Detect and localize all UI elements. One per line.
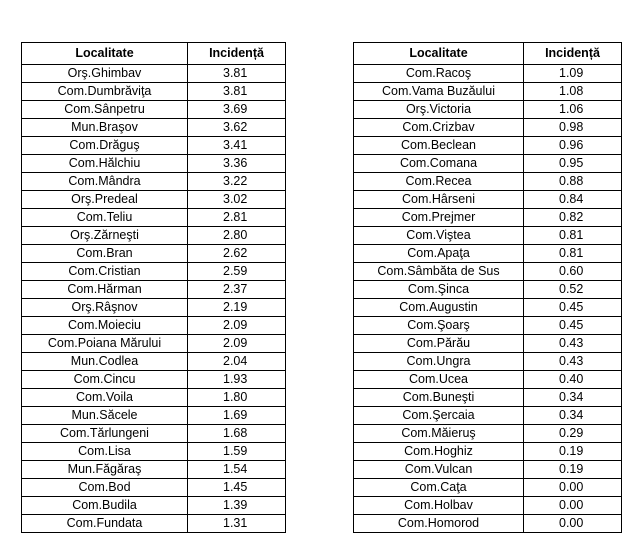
locality-cell: Orş.Râşnov (22, 299, 188, 317)
table-row (354, 461, 622, 479)
incidence-cell: 0.43 (524, 335, 622, 353)
table-row (22, 281, 286, 299)
incidence-cell: 0.81 (524, 245, 622, 263)
locality-cell: Com.Holbav (354, 497, 524, 515)
table-row (354, 425, 622, 443)
incidence-cell: 1.06 (524, 101, 622, 119)
table-row (22, 389, 286, 407)
incidence-cell: 0.96 (524, 137, 622, 155)
incidence-cell: 3.41 (188, 137, 286, 155)
locality-cell: Com.Buneşti (354, 389, 524, 407)
table-row (354, 281, 622, 299)
table-row (22, 497, 286, 515)
table-row (22, 119, 286, 137)
locality-cell: Mun.Braşov (22, 119, 188, 137)
incidence-cell: 0.43 (524, 353, 622, 371)
incidence-cell: 3.69 (188, 101, 286, 119)
table-row (22, 353, 286, 371)
locality-cell: Com.Cristian (22, 263, 188, 281)
locality-cell: Orş.Predeal (22, 191, 188, 209)
table-row (354, 407, 622, 425)
locality-cell: Com.Beclean (354, 137, 524, 155)
table-row (22, 461, 286, 479)
incidence-cell: 1.69 (188, 407, 286, 425)
table-row (354, 119, 622, 137)
table-row (354, 389, 622, 407)
incidence-cell: 0.00 (524, 479, 622, 497)
incidence-cell: 0.00 (524, 515, 622, 533)
incidence-cell: 2.37 (188, 281, 286, 299)
locality-cell: Com.Crizbav (354, 119, 524, 137)
locality-cell: Com.Homorod (354, 515, 524, 533)
table-header-row (22, 43, 286, 65)
incidence-cell: 1.59 (188, 443, 286, 461)
table-row (22, 83, 286, 101)
incidence-cell: 0.45 (524, 317, 622, 335)
table-row (22, 245, 286, 263)
locality-cell: Mun.Codlea (22, 353, 188, 371)
locality-cell: Com.Dumbrăviţa (22, 83, 188, 101)
table-row (354, 83, 622, 101)
locality-cell: Orş.Ghimbav (22, 65, 188, 83)
locality-cell: Com.Mândra (22, 173, 188, 191)
table-row (354, 101, 622, 119)
incidence-cell: 0.19 (524, 461, 622, 479)
locality-cell: Com.Racoş (354, 65, 524, 83)
column-header-incidence: Incidență (188, 43, 286, 65)
incidence-cell: 0.84 (524, 191, 622, 209)
table-row (354, 353, 622, 371)
incidence-cell: 2.04 (188, 353, 286, 371)
table-row (22, 443, 286, 461)
column-header-locality: Localitate (22, 43, 188, 65)
locality-cell: Com.Şercaia (354, 407, 524, 425)
table-body (22, 65, 286, 533)
locality-cell: Com.Şinca (354, 281, 524, 299)
incidence-cell: 1.08 (524, 83, 622, 101)
incidence-cell: 2.09 (188, 335, 286, 353)
incidence-cell: 0.88 (524, 173, 622, 191)
incidence-cell: 0.95 (524, 155, 622, 173)
locality-cell: Com.Recea (354, 173, 524, 191)
table-row (354, 317, 622, 335)
table-row (22, 317, 286, 335)
incidence-cell: 3.81 (188, 83, 286, 101)
incidence-cell: 2.80 (188, 227, 286, 245)
incidence-cell: 0.52 (524, 281, 622, 299)
table-row (22, 299, 286, 317)
table-row (22, 209, 286, 227)
table-row (354, 191, 622, 209)
locality-cell: Com.Voila (22, 389, 188, 407)
incidence-cell: 0.45 (524, 299, 622, 317)
locality-cell: Com.Tărlungeni (22, 425, 188, 443)
table-row (22, 515, 286, 533)
locality-cell: Com.Poiana Mărului (22, 335, 188, 353)
incidence-cell: 2.59 (188, 263, 286, 281)
table-row (354, 335, 622, 353)
locality-cell: Mun.Săcele (22, 407, 188, 425)
table-row (354, 209, 622, 227)
incidence-cell: 1.39 (188, 497, 286, 515)
incidence-cell: 3.62 (188, 119, 286, 137)
locality-cell: Com.Sânpetru (22, 101, 188, 119)
locality-cell: Com.Măieruş (354, 425, 524, 443)
incidence-cell: 0.34 (524, 407, 622, 425)
locality-cell: Com.Caţa (354, 479, 524, 497)
incidence-cell: 3.36 (188, 155, 286, 173)
locality-cell: Com.Viştea (354, 227, 524, 245)
locality-cell: Com.Teliu (22, 209, 188, 227)
table-row (354, 245, 622, 263)
locality-cell: Com.Părău (354, 335, 524, 353)
incidence-cell: 0.98 (524, 119, 622, 137)
incidence-cell: 1.09 (524, 65, 622, 83)
table-row (354, 443, 622, 461)
incidence-cell: 2.19 (188, 299, 286, 317)
table-row (22, 173, 286, 191)
locality-cell: Com.Prejmer (354, 209, 524, 227)
column-header-incidence: Incidență (524, 43, 622, 65)
table-row (354, 263, 622, 281)
locality-cell: Com.Sâmbăta de Sus (354, 263, 524, 281)
table-row (354, 479, 622, 497)
table-row (354, 515, 622, 533)
locality-cell: Orş.Zărneşti (22, 227, 188, 245)
locality-cell: Com.Vulcan (354, 461, 524, 479)
table-row (354, 299, 622, 317)
table-row (354, 497, 622, 515)
incidence-cell: 0.82 (524, 209, 622, 227)
incidence-cell: 0.40 (524, 371, 622, 389)
locality-cell: Com.Budila (22, 497, 188, 515)
incidence-cell: 3.81 (188, 65, 286, 83)
table-body (354, 65, 622, 533)
table-row (22, 335, 286, 353)
table-row (22, 425, 286, 443)
locality-cell: Com.Drăguş (22, 137, 188, 155)
table-row (22, 191, 286, 209)
table-row (22, 227, 286, 245)
table-row (354, 227, 622, 245)
table-row (354, 155, 622, 173)
incidence-cell: 3.22 (188, 173, 286, 191)
locality-cell: Com.Şoarş (354, 317, 524, 335)
incidence-cell: 2.81 (188, 209, 286, 227)
column-header-locality: Localitate (354, 43, 524, 65)
table-header-row (354, 43, 622, 65)
incidence-cell: 1.54 (188, 461, 286, 479)
incidence-cell: 2.09 (188, 317, 286, 335)
table-row (22, 479, 286, 497)
locality-cell: Com.Hoghiz (354, 443, 524, 461)
locality-cell: Com.Augustin (354, 299, 524, 317)
locality-cell: Mun.Făgăraş (22, 461, 188, 479)
incidence-table-right (353, 42, 622, 533)
incidence-cell: 1.68 (188, 425, 286, 443)
locality-cell: Com.Hărman (22, 281, 188, 299)
locality-cell: Com.Cincu (22, 371, 188, 389)
table-row (22, 371, 286, 389)
locality-cell: Com.Comana (354, 155, 524, 173)
locality-cell: Com.Hălchiu (22, 155, 188, 173)
locality-cell: Com.Lisa (22, 443, 188, 461)
table-row (22, 407, 286, 425)
locality-cell: Com.Ungra (354, 353, 524, 371)
incidence-cell: 1.31 (188, 515, 286, 533)
locality-cell: Orş.Victoria (354, 101, 524, 119)
incidence-cell: 1.93 (188, 371, 286, 389)
locality-cell: Com.Ucea (354, 371, 524, 389)
table-row (354, 137, 622, 155)
incidence-cell: 0.19 (524, 443, 622, 461)
incidence-cell: 0.29 (524, 425, 622, 443)
table-row (22, 65, 286, 83)
locality-cell: Com.Bod (22, 479, 188, 497)
table-row (354, 173, 622, 191)
locality-cell: Com.Bran (22, 245, 188, 263)
locality-cell: Com.Fundata (22, 515, 188, 533)
incidence-cell: 0.00 (524, 497, 622, 515)
incidence-cell: 3.02 (188, 191, 286, 209)
table-row (354, 65, 622, 83)
table-row (22, 263, 286, 281)
locality-cell: Com.Moieciu (22, 317, 188, 335)
locality-cell: Com.Hârseni (354, 191, 524, 209)
incidence-table-left (21, 42, 286, 533)
table-row (354, 371, 622, 389)
incidence-cell: 1.45 (188, 479, 286, 497)
locality-cell: Com.Apaţa (354, 245, 524, 263)
table-row (22, 155, 286, 173)
table-row (22, 101, 286, 119)
incidence-cell: 0.81 (524, 227, 622, 245)
incidence-cell: 1.80 (188, 389, 286, 407)
incidence-cell: 2.62 (188, 245, 286, 263)
locality-cell: Com.Vama Buzăului (354, 83, 524, 101)
table-row (22, 137, 286, 155)
incidence-cell: 0.34 (524, 389, 622, 407)
incidence-cell: 0.60 (524, 263, 622, 281)
